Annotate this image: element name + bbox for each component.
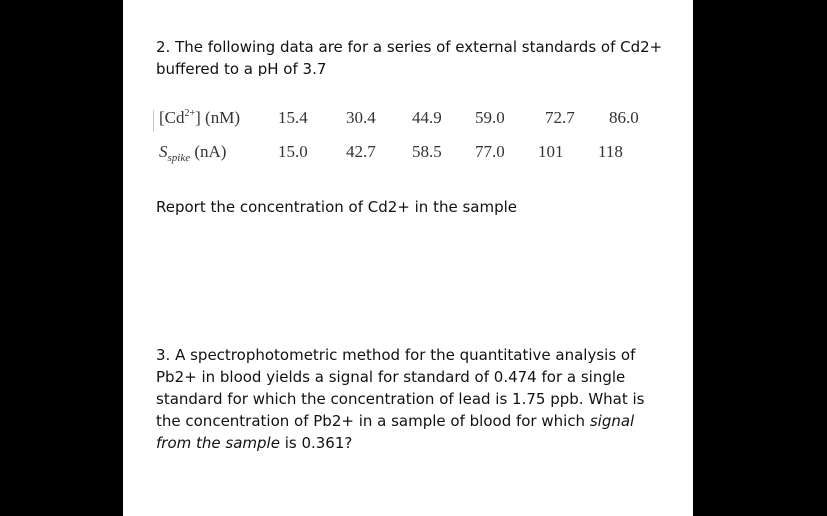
- table-cell: 44.9: [412, 108, 442, 127]
- table-cell: 42.7: [346, 142, 376, 161]
- question-3: [156, 344, 676, 454]
- report-instruction: Report the concentration of Cd2+ in the sample: [156, 198, 517, 216]
- label-subscript: spike: [167, 152, 191, 164]
- question-3-line-2: Pb2+ in blood yields a signal for standard of 0.474 for a single: [156, 368, 626, 386]
- table-cell: 15.4: [278, 108, 308, 127]
- table-cell: 86.0: [609, 108, 639, 127]
- italic-text: from the sample: [156, 434, 280, 452]
- table-row-concentration: [153, 108, 673, 142]
- question-3-line-3: standard for which the concentration of lead is 1.75 ppb. What is: [156, 390, 645, 408]
- table-cell: 30.4: [346, 108, 376, 127]
- question-3-line-1: 3. A spectrophotometric method for the quantitative analysis of: [156, 346, 636, 364]
- document-page: [123, 0, 693, 516]
- row-divider: [153, 110, 154, 132]
- question-2: [156, 36, 676, 76]
- label-superscript: 2+: [184, 108, 196, 119]
- label-unit: (nA): [190, 142, 227, 161]
- table-cell: 58.5: [412, 142, 442, 161]
- table-cell: 101: [538, 142, 564, 161]
- table-row-signal: [153, 142, 673, 176]
- label-text: S: [159, 142, 168, 161]
- table-cell: 77.0: [475, 142, 505, 161]
- table-cell: 72.7: [545, 108, 575, 127]
- question-2-line-1: 2. The following data are for a series of external standards of Cd2+: [156, 38, 663, 56]
- question-2-line-2: buffered to a pH of 3.7: [156, 60, 327, 76]
- row-label-signal: [159, 142, 226, 162]
- table-cell: 118: [598, 142, 623, 161]
- table-cell: 15.0: [278, 142, 308, 161]
- question-3-line-5: [156, 432, 676, 454]
- text-segment: is 0.361?: [279, 434, 353, 452]
- standards-table: [153, 108, 673, 176]
- row-label-concentration: [159, 108, 240, 128]
- label-unit: ] (nM): [195, 108, 240, 127]
- label-text: [Cd: [159, 108, 185, 127]
- table-cell: 59.0: [475, 108, 505, 127]
- italic-text: signal: [589, 412, 635, 430]
- question-3-line-4: [156, 410, 676, 432]
- text-segment: the concentration of Pb2+ in a sample of blood for which: [156, 412, 590, 430]
